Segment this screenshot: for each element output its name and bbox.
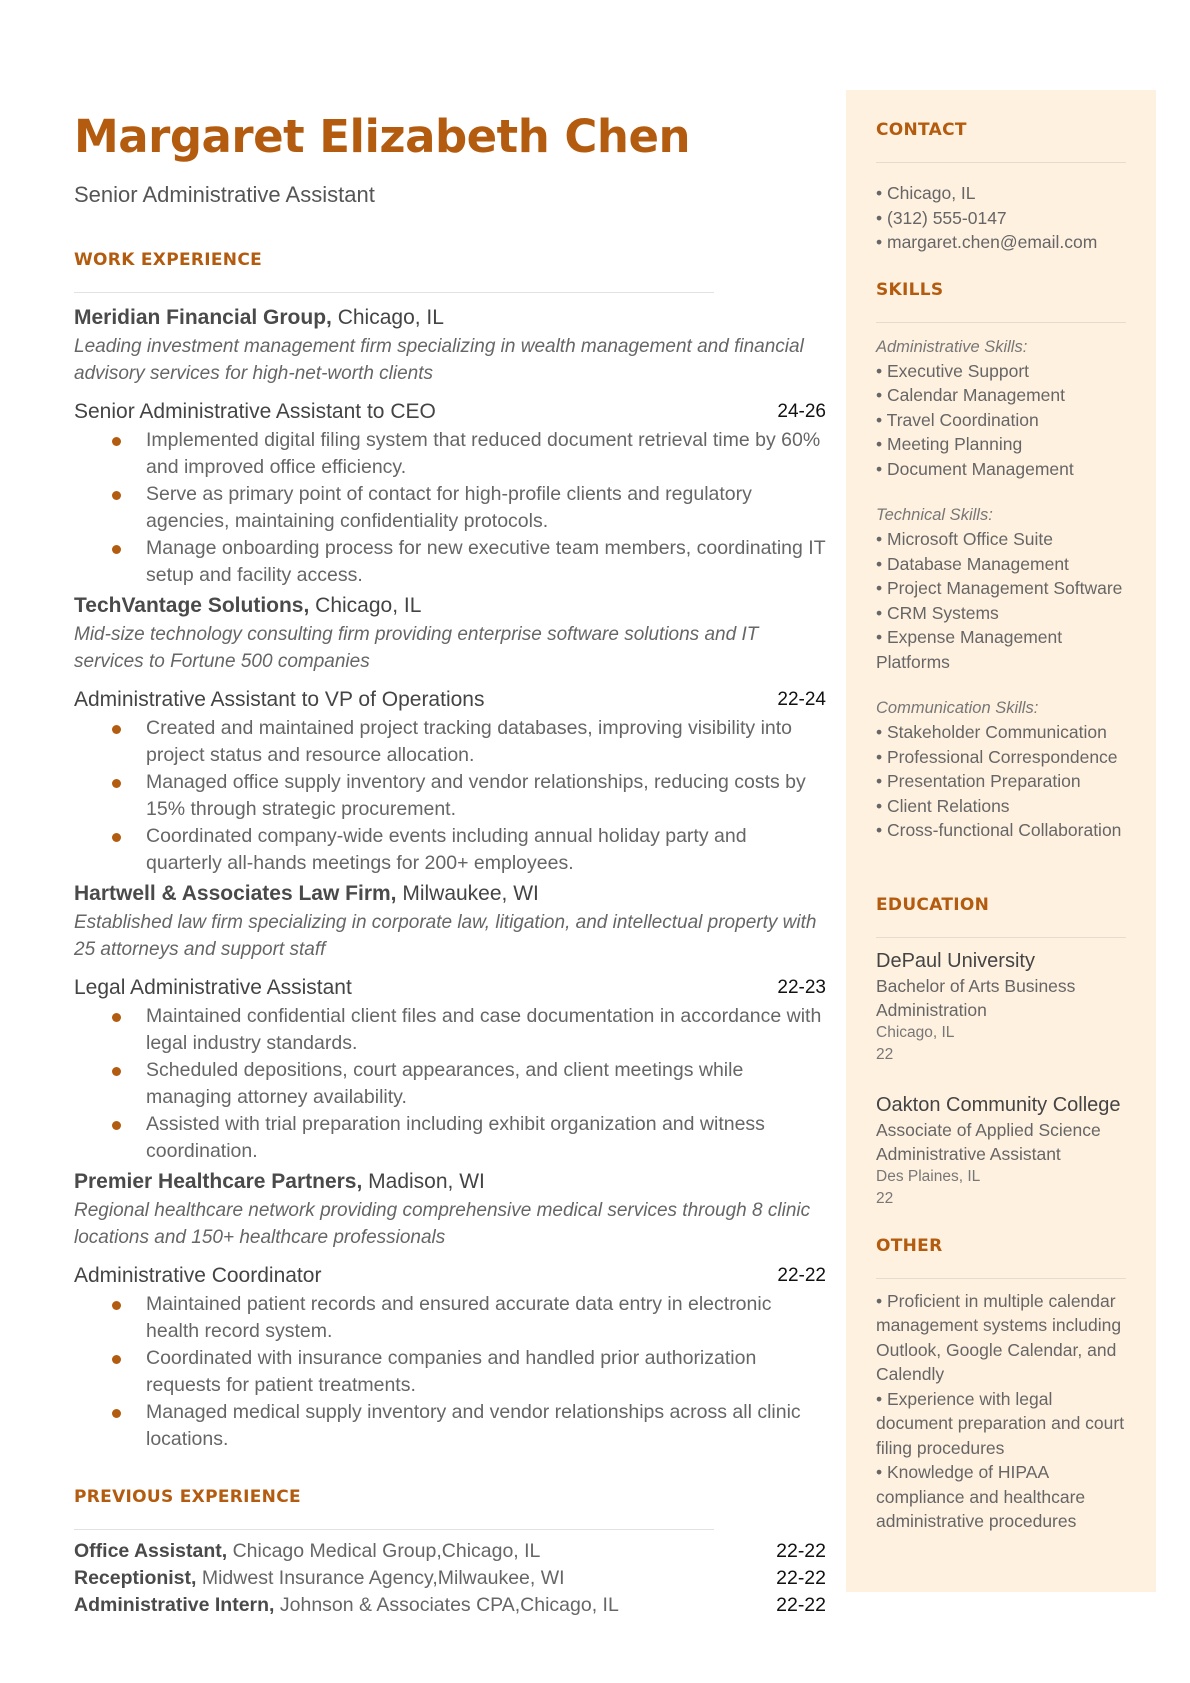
education-degree: Bachelor of Arts Business Administration	[876, 975, 1076, 1020]
section-divider	[74, 292, 714, 293]
previous-job-row	[74, 1592, 826, 1619]
role-row	[74, 397, 826, 427]
skill-group-heading: Technical Skills:	[876, 506, 993, 524]
education-heading: EDUCATION	[876, 894, 990, 915]
bullet-dot-icon	[112, 725, 121, 734]
skill-item: • Project Management Software	[876, 578, 1123, 598]
sidebar	[846, 90, 1156, 1592]
skill-list	[876, 527, 1126, 674]
job-entry	[74, 1167, 826, 1453]
bullet-dot-icon	[112, 1121, 121, 1130]
contact-email[interactable]: • margaret.chen@email.com	[876, 232, 1098, 252]
bullet-dot-icon	[112, 833, 121, 842]
bullet-item: Maintained confidential client files and case documentation in accordance with legal industry standards.	[74, 1003, 826, 1057]
skills-heading: SKILLS	[876, 279, 944, 300]
company-name: Premier Healthcare Partners,	[74, 1170, 363, 1193]
job-company	[74, 879, 826, 909]
bullet-dot-icon	[112, 1409, 121, 1418]
skill-item: • Executive Support	[876, 360, 1030, 381]
skill-group-heading: Administrative Skills:	[876, 337, 1028, 356]
role-row	[74, 1261, 826, 1291]
job-bullets	[74, 427, 826, 589]
job-dates: 22-24	[777, 689, 826, 710]
company-name: TechVantage Solutions,	[74, 594, 310, 617]
previous-role: Office Assistant,	[74, 1540, 228, 1562]
previous-role: Administrative Intern,	[74, 1594, 275, 1616]
skill-group-heading: Communication Skills:	[876, 699, 1039, 717]
job-role: Administrative Coordinator	[74, 1264, 322, 1287]
job-entry	[74, 591, 826, 877]
bullet-dot-icon	[112, 1067, 121, 1076]
previous-dates: 22-22	[776, 1540, 826, 1562]
skill-item: • Professional Correspondence	[876, 746, 1118, 767]
company-name: Meridian Financial Group,	[74, 306, 332, 329]
skill-item: • Travel Coordination	[876, 409, 1039, 430]
company-location: Milwaukee, WI	[396, 882, 539, 905]
previous-experience-heading: PREVIOUS EXPERIENCE	[74, 1487, 301, 1507]
skill-item: • Presentation Preparation	[876, 771, 1081, 791]
other-heading: OTHER	[876, 1235, 943, 1256]
contact-list	[876, 181, 1126, 255]
skill-item: • Cross-functional Collaboration	[876, 820, 1122, 840]
skill-list	[876, 720, 1126, 843]
job-bullets	[74, 1003, 826, 1165]
sidebar-content	[876, 120, 1126, 1534]
company-location: Chicago, IL	[309, 594, 422, 617]
education-school: DePaul University	[876, 949, 1035, 972]
skill-item: • Meeting Planning	[876, 434, 1023, 454]
job-dates: 22-22	[777, 1265, 826, 1286]
education-location: Chicago, IL	[876, 1023, 955, 1041]
bullet-dot-icon	[112, 1355, 121, 1364]
education-degree: Associate of Applied Science Administrative Assistant	[876, 1119, 1101, 1164]
previous-org: Johnson & Associates CPA,Chicago, IL	[274, 1594, 619, 1616]
job-company	[74, 591, 826, 621]
bullet-dot-icon	[112, 437, 121, 446]
education-entry	[876, 1092, 1126, 1210]
bullet-dot-icon	[112, 1013, 121, 1022]
skill-item: • Microsoft Office Suite	[876, 529, 1053, 549]
job-company	[74, 1167, 826, 1197]
company-location: Madison, WI	[362, 1170, 485, 1193]
bullet-item: Maintained patient records and ensured accurate data entry in electronic health record system.	[74, 1291, 826, 1345]
previous-org: Chicago Medical Group,Chicago, IL	[227, 1540, 541, 1562]
candidate-name: Margaret Elizabeth Chen	[74, 110, 691, 163]
section-divider	[876, 322, 1126, 323]
contact-phone: • (312) 555-0147	[876, 207, 1007, 228]
education-location: Des Plaines, IL	[876, 1167, 981, 1185]
bullet-item: Created and maintained project tracking databases, improving visibility into project status and resource allocation.	[74, 715, 826, 769]
previous-job-row	[74, 1538, 826, 1565]
company-name: Hartwell & Associates Law Firm,	[74, 882, 397, 905]
work-experience-heading: WORK EXPERIENCE	[74, 250, 263, 270]
skill-item: • Document Management	[876, 458, 1074, 479]
bullet-item: Managed medical supply inventory and vendor relationships across all clinic locations.	[74, 1399, 826, 1453]
bullet-item: Implemented digital filing system that reduced document retrieval time by 60% and improved office efficiency.	[74, 427, 826, 481]
company-description: Leading investment management firm specializing in wealth management and financial advisory services for high-net-worth clients	[74, 336, 804, 384]
skill-item: • Database Management	[876, 553, 1069, 574]
skill-item: • Expense Management Platforms	[876, 627, 1063, 672]
company-location: Chicago, IL	[331, 306, 444, 329]
education-year: 22	[876, 1045, 894, 1063]
candidate-title: Senior Administrative Assistant	[74, 182, 375, 207]
bullet-dot-icon	[112, 779, 121, 788]
company-description: Established law firm specializing in corporate law, litigation, and intellectual property with 25 attorneys and support staff	[74, 912, 817, 960]
role-row	[74, 973, 826, 1003]
bullet-item: Scheduled depositions, court appearances, and client meetings while managing attorney availability.	[74, 1057, 826, 1111]
other-item: • Knowledge of HIPAA compliance and healthcare administrative procedures	[876, 1462, 1086, 1531]
job-entry	[74, 303, 826, 589]
bullet-dot-icon	[112, 491, 121, 500]
company-description: Regional healthcare network providing comprehensive medical services through 8 clinic locations and 150+ healthcare professionals	[74, 1200, 811, 1248]
job-company	[74, 303, 826, 333]
previous-job-row	[74, 1565, 826, 1592]
education-school: Oakton Community College	[876, 1093, 1121, 1116]
contact-heading: CONTACT	[876, 120, 967, 140]
skill-list	[876, 359, 1126, 482]
skill-item: • Stakeholder Communication	[876, 722, 1107, 742]
job-role: Legal Administrative Assistant	[74, 976, 352, 999]
bullet-dot-icon	[112, 545, 121, 554]
previous-org: Midwest Insurance Agency,Milwaukee, WI	[196, 1567, 565, 1589]
bullet-dot-icon	[112, 1301, 121, 1310]
section-divider	[876, 1278, 1126, 1279]
role-row	[74, 685, 826, 715]
bullet-item: Coordinated company-wide events including annual holiday party and quarterly all-hands meetings for 200+ employees.	[74, 823, 826, 877]
previous-dates: 22-22	[776, 1567, 826, 1589]
job-entry	[74, 879, 826, 1165]
job-bullets	[74, 1291, 826, 1453]
bullet-item: Manage onboarding process for new executive team members, coordinating IT setup and facility access.	[74, 535, 826, 589]
other-item: • Experience with legal document preparation and court filing procedures	[876, 1388, 1125, 1458]
education-year: 22	[876, 1189, 894, 1207]
section-divider	[74, 1529, 714, 1530]
previous-dates: 22-22	[776, 1594, 826, 1616]
main-column	[74, 110, 826, 1619]
education-entry	[876, 948, 1126, 1066]
job-bullets	[74, 715, 826, 877]
section-divider	[876, 937, 1126, 938]
other-item: • Proficient in multiple calendar management systems including Outlook, Google Calendar, and Calendly	[876, 1290, 1122, 1384]
skill-item: • Client Relations	[876, 795, 1010, 816]
job-role: Senior Administrative Assistant to CEO	[74, 400, 436, 423]
company-description: Mid-size technology consulting firm providing enterprise software solutions and IT services to Fortune 500 companies	[74, 624, 759, 672]
bullet-item: Managed office supply inventory and vendor relationships, reducing costs by 15% through strategic procurement.	[74, 769, 826, 823]
bullet-item: Serve as primary point of contact for high-profile clients and regulatory agencies, maintaining confidentiality protocols.	[74, 481, 826, 535]
section-divider	[876, 162, 1126, 163]
contact-location: • Chicago, IL	[876, 183, 976, 203]
bullet-item: Coordinated with insurance companies and handled prior authorization requests for patient treatments.	[74, 1345, 826, 1399]
job-dates: 24-26	[777, 401, 826, 422]
previous-role: Receptionist,	[74, 1567, 197, 1589]
job-dates: 22-23	[777, 977, 826, 998]
skill-item: • Calendar Management	[876, 385, 1066, 405]
bullet-item: Assisted with trial preparation including exhibit organization and witness coordination.	[74, 1111, 826, 1165]
skill-item: • CRM Systems	[876, 602, 999, 623]
job-role: Administrative Assistant to VP of Operations	[74, 688, 485, 711]
